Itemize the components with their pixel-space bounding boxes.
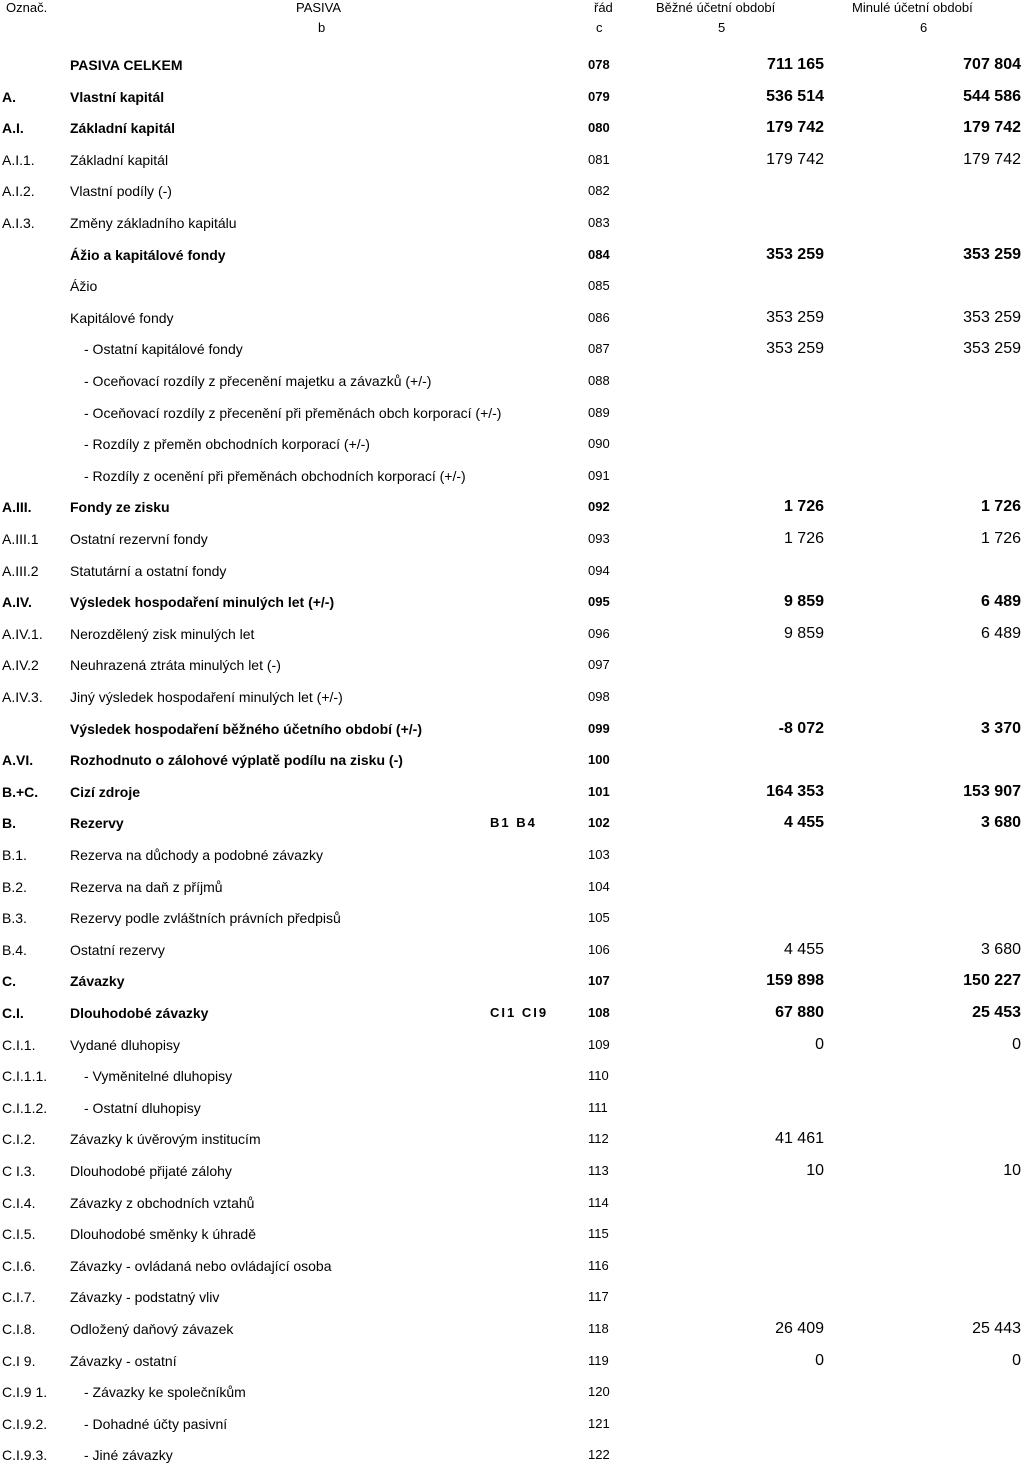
row-code: B.4. [2,941,27,958]
row-code: C.I.9.3. [2,1447,48,1464]
row-line-number: 079 [588,88,610,104]
row-label: Ostatní rezervy [70,941,165,958]
row-code: C.I.4. [2,1194,36,1211]
row-previous-period-value: 707 804 [963,56,1021,73]
row-current-period-value: 1 726 [783,498,824,516]
row-code: C.I.2. [2,1131,36,1148]
table-row [0,877,1024,903]
table-row [0,1193,1024,1219]
row-previous-period-value: 10 [1003,1162,1021,1179]
table-row [0,118,1024,144]
row-current-period-value: 0 [815,1351,824,1369]
row-line-number: 088 [588,373,610,388]
row-code: C I.3. [2,1163,36,1179]
row-code: C.I. [2,1005,24,1021]
row-previous-period-value: 179 742 [963,150,1021,168]
row-code: A.IV. [2,594,32,611]
row-line-number: 089 [588,404,610,420]
header-col-6: Minulé účetní období [852,0,973,15]
table-row [0,845,1024,871]
row-sub-reference: B1 B4 [490,815,537,831]
table-row [0,497,1024,523]
header-col-5-sub: 5 [718,20,726,35]
row-line-number: 108 [588,1005,610,1020]
row-label: Neuhrazená ztráta minulých let (-) [70,657,281,674]
row-line-number: 083 [588,215,610,230]
row-previous-period-value: 3 370 [980,719,1021,737]
row-label: Vydané dluhopisy [70,1036,181,1053]
table-row [0,782,1024,808]
row-label: Dlouhodobé přijaté zálohy [70,1163,232,1179]
row-current-period-value: 353 259 [766,340,824,358]
table-row [0,1382,1024,1408]
table-row [0,1224,1024,1250]
table-row [0,1445,1024,1471]
row-label: Základní kapitál [70,151,169,168]
row-code: A.I.1. [2,151,35,168]
row-code: C.I.7. [2,1289,36,1306]
row-line-number: 097 [588,657,610,673]
row-line-number: 096 [588,625,610,641]
row-previous-period-value: 150 227 [963,972,1021,990]
row-code: B.1. [2,847,27,863]
row-line-number: 094 [588,562,610,578]
row-previous-period-value: 6 489 [980,624,1021,642]
table-row [0,624,1024,650]
row-label: Základní kapitál [70,120,176,137]
table-row [0,245,1024,271]
table-row [0,529,1024,555]
row-code: A.III. [2,499,32,516]
row-label: Ážio [70,278,98,295]
row-label: Nerozdělený zisk minulých let [70,625,255,642]
table-row [0,1035,1024,1061]
row-label: Závazky - ostatní [70,1352,177,1369]
table-row [0,403,1024,429]
table-row [0,181,1024,207]
header-col-a: Označ. [6,0,48,15]
row-current-period-value: 164 353 [766,782,824,800]
header-col-c-sub: c [596,20,603,35]
row-label: Rezervy podle zvláštních právních předpisů [70,910,341,927]
table-row [0,339,1024,365]
row-line-number: 087 [588,341,610,357]
row-current-period-value: 0 [815,1035,824,1053]
row-previous-period-value: 1 726 [980,530,1021,547]
row-label: Fondy ze zisku [70,499,170,516]
row-code: C.I.1. [2,1036,36,1053]
row-label: - Ostatní dluhopisy [84,1099,201,1116]
row-line-number: 092 [588,499,610,515]
row-line-number: 120 [588,1384,610,1400]
row-line-number: 106 [588,941,610,957]
row-current-period-value: 179 742 [766,150,824,168]
row-current-period-value: -8 072 [778,719,824,737]
row-line-number: 084 [588,246,610,262]
table-row [0,1319,1024,1345]
table-row [0,813,1024,839]
row-line-number: 115 [588,1226,609,1242]
table-row [0,1066,1024,1092]
row-code: C.I.8. [2,1321,36,1337]
row-line-number: 093 [588,531,610,546]
table-row [0,687,1024,713]
row-label: Cizí zdroje [70,783,141,800]
row-line-number: 114 [588,1194,609,1210]
row-line-number: 081 [588,151,610,167]
table-row [0,55,1024,81]
row-line-number: 100 [588,752,610,768]
row-line-number: 107 [588,973,610,989]
row-label: Závazky - ovládaná nebo ovládající osoba [70,1257,332,1274]
row-code: A.IV.3. [2,689,43,705]
row-label: Ostatní rezervní fondy [70,531,208,547]
row-label: Změny základního kapitálu [70,215,237,231]
row-label: Rozhodnuto o zálohové výplatě podílu na zisku (-) [70,752,403,769]
table-row [0,1256,1024,1282]
row-current-period-value: 159 898 [766,972,824,990]
row-code: A.III.2 [2,562,39,579]
row-line-number: 085 [588,278,610,294]
row-line-number: 095 [588,594,610,610]
row-label: Dlouhodobé směnky k úhradě [70,1226,257,1243]
table-row [0,1414,1024,1440]
row-sub-reference: CI1 CI9 [490,1005,549,1020]
row-code: C.I.9 1. [2,1384,48,1401]
row-code: C.I.6. [2,1257,36,1274]
header-col-b-sub: b [318,20,326,35]
table-row [0,434,1024,460]
row-line-number: 122 [588,1447,610,1463]
row-label: Rezerva na daň z příjmů [70,878,223,895]
row-label: - Dohadné účty pasivní [84,1415,228,1432]
row-line-number: 117 [588,1289,609,1305]
row-line-number: 104 [588,878,610,894]
row-label: Vlastní podíly (-) [70,183,172,200]
table-row [0,276,1024,302]
row-current-period-value: 9 859 [783,624,824,642]
table-row [0,1351,1024,1377]
row-previous-period-value: 353 259 [963,245,1021,263]
row-code: A.VI. [2,752,34,769]
row-current-period-value: 41 461 [775,1130,824,1148]
row-line-number: 109 [588,1036,610,1052]
row-line-number: 113 [588,1163,609,1178]
row-label: Výsledek hospodaření běžného účetního období (+/-) [70,720,422,737]
row-previous-period-value: 0 [1012,1351,1021,1369]
row-previous-period-value: 25 453 [972,1004,1021,1021]
row-current-period-value: 9 859 [783,593,824,611]
table-row [0,971,1024,997]
row-line-number: 098 [588,689,610,704]
row-line-number: 082 [588,183,610,199]
row-line-number: 091 [588,467,610,483]
row-label: - Jiné závazky [84,1447,173,1464]
row-label: - Rozdíly z přeměn obchodních korporací (+/-) [84,436,370,453]
row-code: B.3. [2,910,27,927]
row-label: - Závazky ke společníkům [84,1384,246,1401]
row-current-period-value: 711 165 [767,56,824,73]
row-code: B.+C. [2,783,39,800]
row-previous-period-value: 179 742 [963,119,1021,137]
row-current-period-value: 67 880 [775,1004,824,1021]
table-row [0,719,1024,745]
row-code: C.I 9. [2,1352,36,1369]
row-label: - Rozdíly z ocenění při přeměnách obchodních korporací (+/-) [84,467,466,484]
row-label: - Ostatní kapitálové fondy [84,341,243,358]
row-current-period-value: 353 259 [766,308,824,326]
row-label: - Oceňovací rozdíly z přecenění majetku a závazků (+/-) [84,373,432,389]
row-label: Rezerva na důchody a podobné závazky [70,847,323,863]
row-label: - Vyměnitelné dluhopisy [84,1068,233,1085]
row-label: Odložený daňový závazek [70,1321,234,1337]
row-current-period-value: 536 514 [766,87,824,105]
table-row [0,87,1024,113]
row-previous-period-value: 25 443 [972,1320,1021,1337]
row-line-number: 121 [588,1415,610,1431]
row-label: - Oceňovací rozdíly z přecenění při přeměnách obch korporací (+/-) [84,404,502,421]
row-current-period-value: 4 455 [783,940,824,958]
table-row [0,561,1024,587]
row-current-period-value: 4 455 [783,814,824,832]
table-row [0,1098,1024,1124]
row-label: Výsledek hospodaření minulých let (+/-) [70,594,335,611]
table-row [0,940,1024,966]
row-code: A.I.3. [2,215,35,231]
table-row [0,592,1024,618]
row-line-number: 110 [588,1068,609,1084]
row-line-number: 080 [588,120,610,136]
table-row [0,1161,1024,1187]
row-line-number: 102 [588,815,610,831]
row-code: C. [2,973,16,990]
row-label: Závazky k úvěrovým institucím [70,1131,261,1148]
row-label: PASIVA CELKEM [70,57,183,73]
header-col-b: PASIVA [296,0,342,15]
header-col-c: řád [594,0,613,15]
table-row [0,908,1024,934]
table-row [0,655,1024,681]
header-col-5: Běžné účetní období [656,0,776,15]
row-current-period-value: 1 726 [783,530,824,547]
row-code: C.I.5. [2,1226,36,1243]
row-line-number: 118 [588,1321,609,1336]
row-code: A.IV.1. [2,625,43,642]
row-previous-period-value: 1 726 [980,498,1021,516]
row-previous-period-value: 353 259 [963,340,1021,358]
table-row [0,466,1024,492]
row-line-number: 078 [588,57,610,72]
table-row [0,1287,1024,1313]
row-line-number: 105 [588,910,610,926]
row-previous-period-value: 6 489 [980,593,1021,611]
row-code: B.2. [2,878,27,895]
header-col-6-sub: 6 [920,20,928,35]
row-previous-period-value: 353 259 [963,308,1021,326]
row-code: A.III.1 [2,531,39,547]
row-code: C.I.1.2. [2,1099,48,1116]
row-current-period-value: 10 [806,1162,824,1179]
row-code: A.I. [2,120,24,137]
row-label: Statutární a ostatní fondy [70,562,227,579]
row-current-period-value: 179 742 [766,119,824,137]
row-code: C.I.9.2. [2,1415,48,1432]
row-label: Kapitálové fondy [70,309,174,326]
table-row [0,750,1024,776]
row-line-number: 101 [588,783,610,799]
row-previous-period-value: 3 680 [980,940,1021,958]
table-row [0,308,1024,334]
row-line-number: 099 [588,720,610,736]
table-row [0,213,1024,239]
table-row [0,371,1024,397]
row-code: A.IV.2 [2,657,39,674]
row-label: Jiný výsledek hospodaření minulých let (+/-) [70,689,343,705]
row-label: Závazky [70,973,125,990]
row-label: Dlouhodobé závazky [70,1005,209,1021]
row-code: C.I.1.1. [2,1068,48,1085]
row-current-period-value: 26 409 [775,1320,824,1337]
table-row [0,150,1024,176]
row-line-number: 112 [588,1131,609,1147]
row-previous-period-value: 0 [1012,1035,1021,1053]
row-label: Závazky - podstatný vliv [70,1289,220,1306]
row-label: Ážio a kapitálové fondy [70,246,226,263]
row-line-number: 103 [588,847,610,862]
row-line-number: 111 [588,1099,608,1115]
row-current-period-value: 353 259 [766,245,824,263]
row-code: A. [2,88,16,105]
row-code: A.I.2. [2,183,35,200]
table-row [0,1003,1024,1029]
row-previous-period-value: 544 586 [963,87,1021,105]
row-line-number: 116 [588,1257,609,1273]
row-code: B. [2,815,16,832]
row-line-number: 090 [588,436,610,452]
row-previous-period-value: 153 907 [963,782,1021,800]
row-label: Rezervy [70,815,124,832]
row-line-number: 086 [588,309,610,325]
row-label: Vlastní kapitál [70,88,165,105]
row-line-number: 119 [588,1352,609,1368]
row-previous-period-value: 3 680 [980,814,1021,832]
table-row [0,1129,1024,1155]
row-label: Závazky z obchodních vztahů [70,1194,255,1211]
